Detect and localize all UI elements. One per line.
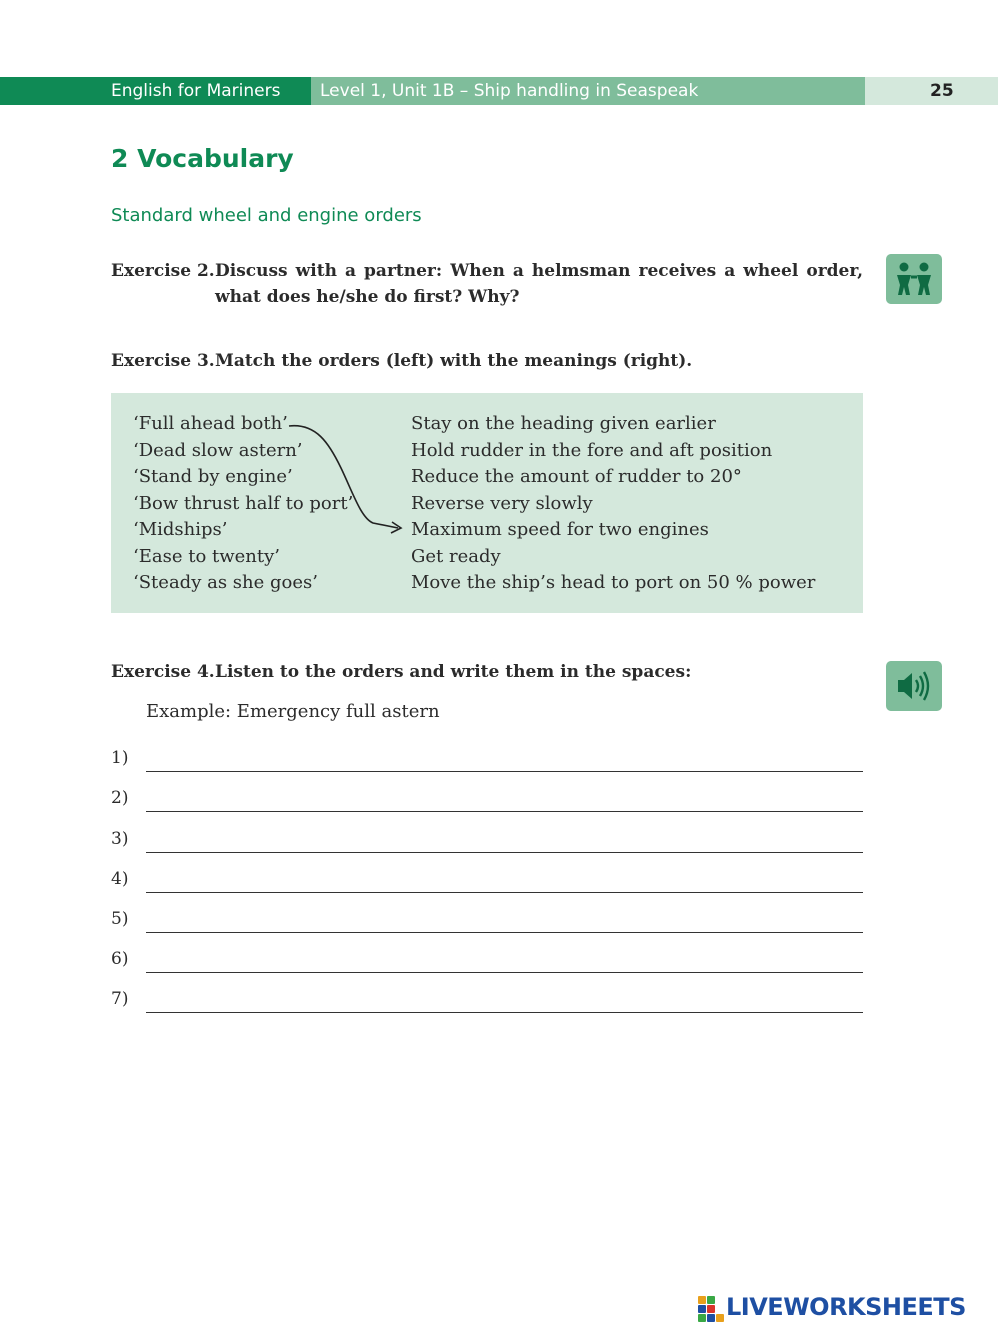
answer-number: 5) [111,909,129,929]
answer-field[interactable] [146,852,863,853]
liveworksheets-logo-icon [697,1295,725,1323]
exercise-4 [111,662,691,682]
page-header [0,77,998,105]
header-book-title: English for Mariners [111,81,281,101]
meanings-column [411,411,815,597]
liveworksheets-wordmark: LIVEWORKSHEETS [726,1293,966,1321]
exercise-3-instruction: Match the orders (left) with the meanings (right). [215,351,693,371]
answer-row [111,949,863,973]
answer-field[interactable] [146,932,863,933]
order-item[interactable]: ‘Stand by engine’ [133,466,293,487]
answer-row [111,989,863,1013]
audio-speaker-icon[interactable] [886,661,942,711]
section-subtitle: Standard wheel and engine orders [111,205,422,226]
answer-field[interactable] [146,1012,863,1013]
answer-row [111,909,863,933]
exercise-2 [111,258,863,310]
answer-field[interactable] [146,771,863,772]
page-number: 25 [930,81,954,101]
answer-row [111,869,863,893]
answer-row [111,829,863,853]
answer-number: 3) [111,829,129,849]
order-item[interactable]: ‘Steady as she goes’ [133,572,318,593]
liveworksheets-logo [697,1293,997,1325]
matching-box [111,393,863,613]
exercise-4-instruction: Listen to the orders and write them in the spaces: [215,662,692,682]
meaning-item[interactable]: Reduce the amount of rudder to 20° [411,466,742,487]
exercise-4-example: Example: Emergency full astern [146,701,440,722]
answer-field[interactable] [146,811,863,812]
meaning-item[interactable]: Reverse very slowly [411,492,593,514]
answer-number: 4) [111,869,129,889]
exercise-3 [111,351,692,371]
order-item[interactable]: ‘Midships’ [133,519,228,540]
pair-work-icon[interactable] [886,254,942,304]
order-item[interactable]: ‘Bow thrust half to port’ [133,492,354,514]
answer-number: 6) [111,949,129,969]
answer-row [111,748,863,772]
answer-field[interactable] [146,892,863,893]
meaning-item[interactable]: Stay on the heading given earlier [411,413,716,434]
exercise-4-label: Exercise 4. [111,662,215,682]
answer-row [111,788,863,812]
meaning-item[interactable]: Get ready [411,545,501,567]
meaning-item[interactable]: Hold rudder in the fore and aft position [411,439,773,461]
answer-number: 7) [111,989,129,1009]
exercise-3-label: Exercise 3. [111,351,215,371]
order-item[interactable]: ‘Full ahead both’ [133,413,288,434]
answer-number: 1) [111,748,129,768]
exercise-2-instruction: Discuss with a partner: When a helmsman receives a wheel order, what does he/she do first? Why? [215,261,863,307]
orders-column [133,411,353,597]
answer-number: 2) [111,788,129,808]
exercise-2-label: Exercise 2. [111,261,215,281]
meaning-item[interactable]: Move the ship’s head to port on 50 % power [411,572,816,593]
section-title: 2 Vocabulary [111,144,294,173]
order-item[interactable]: ‘Dead slow astern’ [133,439,303,461]
answer-field[interactable] [146,972,863,973]
order-item[interactable]: ‘Ease to twenty’ [133,545,281,567]
meaning-item[interactable]: Maximum speed for two engines [411,519,709,540]
header-unit-title: Level 1, Unit 1B – Ship handling in Seaspeak [320,81,699,101]
